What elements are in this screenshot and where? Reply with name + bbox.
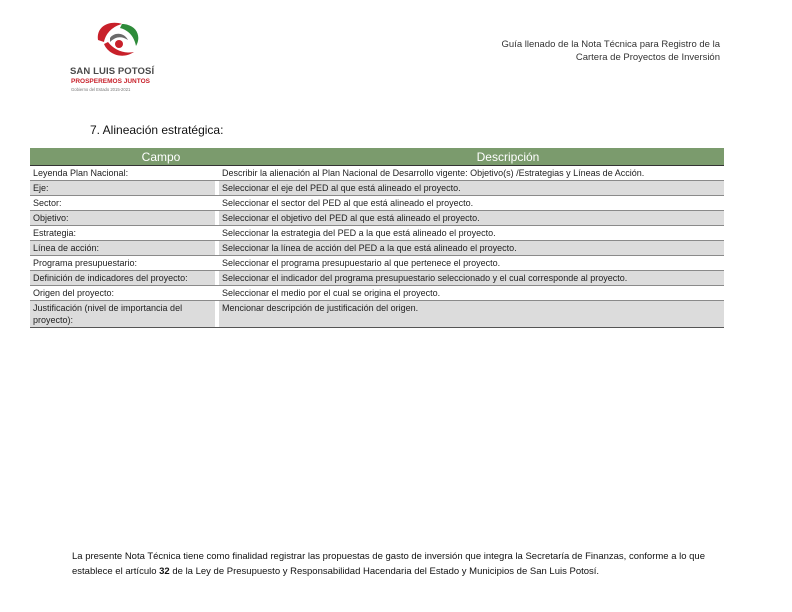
cell-campo: Estrategia:: [30, 226, 215, 240]
cell-descripcion: Seleccionar la estrategia del PED a la que está alineado el proyecto.: [219, 226, 724, 240]
logo-tagline: Gobierno del Estado 2015-2021: [71, 87, 131, 92]
document-header: [502, 38, 720, 64]
header-line-2: Cartera de Proyectos de Inversión: [575, 52, 720, 63]
table-row: [30, 225, 724, 240]
cell-descripcion: Seleccionar el eje del PED al que está alineado el proyecto.: [219, 181, 724, 195]
cell-descripcion: Seleccionar la línea de acción del PED a la que está alineado el proyecto.: [219, 241, 724, 255]
cell-campo: Leyenda Plan Nacional:: [30, 166, 215, 180]
logo: [68, 18, 168, 90]
cell-descripcion: Mencionar descripción de justificación del origen.: [219, 301, 724, 327]
table-row: [30, 210, 724, 225]
footer-article-number: 32: [159, 566, 170, 577]
section-title: 7. Alineación estratégica:: [90, 123, 224, 137]
footer-part-2: de la Ley de Presupuesto y Responsabilidad Hacendaria del Estado y Municipios de San Luis Potosí.: [169, 566, 600, 577]
cell-descripcion: Seleccionar el objetivo del PED al que está alineado el proyecto.: [219, 211, 724, 225]
table-row: [30, 255, 724, 270]
table-header: [30, 148, 724, 166]
table-row: [30, 240, 724, 255]
footer-part-1: La presente Nota Técnica tiene como finalidad registrar las propuestas de gasto de inversión que integra la Secretaría de Finanzas, conforme a lo que establece el artículo: [72, 551, 706, 577]
table-body: [30, 166, 724, 327]
cell-campo: Línea de acción:: [30, 241, 215, 255]
cell-descripcion: Describir la alienación al Plan Nacional de Desarrollo vigente: Objetivo(s) /Estrategias y Líneas de Acción.: [219, 166, 724, 180]
table-row: [30, 180, 724, 195]
logo-subtitle: PROSPEREMOS JUNTOS: [71, 78, 150, 85]
column-header-descripcion: Descripción: [476, 149, 540, 164]
footer-note: [72, 549, 732, 579]
cell-campo: Eje:: [30, 181, 215, 195]
alignment-table: [30, 148, 724, 328]
cell-campo: Justificación (nivel de importancia del proyecto):: [30, 301, 215, 327]
cell-descripcion: Seleccionar el programa presupuestario al que pertenece el proyecto.: [219, 256, 724, 270]
cell-campo: Objetivo:: [30, 211, 215, 225]
cell-campo: Programa presupuestario:: [30, 256, 215, 270]
cell-descripcion: Seleccionar el medio por el cual se origina el proyecto.: [219, 286, 724, 300]
column-header-campo: Campo: [141, 149, 181, 164]
cell-descripcion: Seleccionar el sector del PED al que está alineado el proyecto.: [219, 196, 724, 210]
logo-title: SAN LUIS POTOSÍ: [70, 66, 155, 77]
cell-campo: Sector:: [30, 196, 215, 210]
header-line-1: Guía llenado de la Nota Técnica para Registro de la: [501, 39, 720, 50]
cell-campo: Origen del proyecto:: [30, 286, 215, 300]
table-row: [30, 270, 724, 285]
table-row: [30, 285, 724, 300]
table-row: [30, 195, 724, 210]
logo-emblem-icon: [92, 18, 144, 64]
table-row: [30, 300, 724, 327]
cell-descripcion: Seleccionar el indicador del programa presupuestario seleccionado y el cual corresponde al proyecto.: [219, 271, 724, 285]
table-row: [30, 166, 724, 180]
cell-campo: Definición de indicadores del proyecto:: [30, 271, 215, 285]
